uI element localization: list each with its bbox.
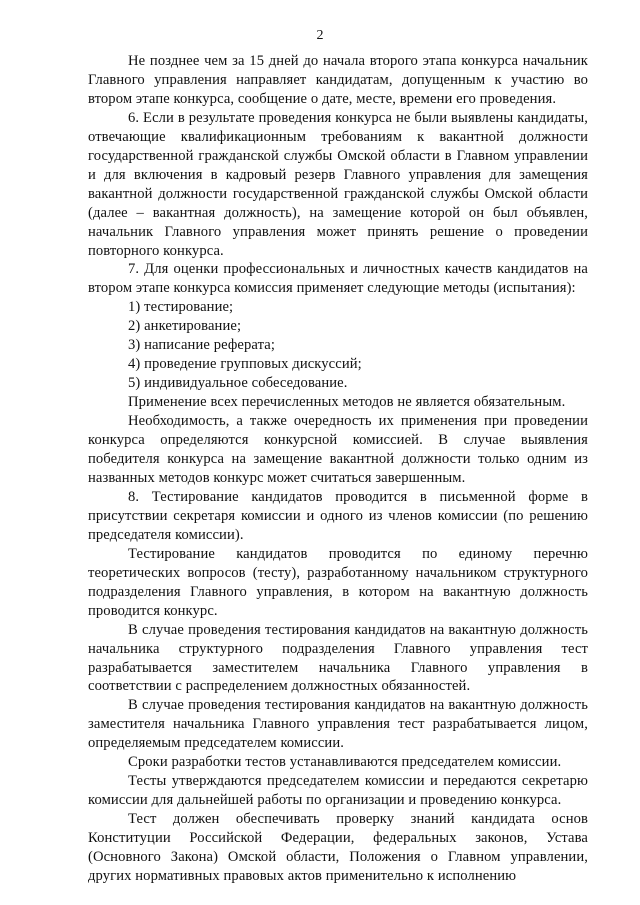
document-body bbox=[88, 52, 588, 886]
list-item: 5) индивидуальное собеседование. bbox=[128, 375, 348, 392]
list-item: 4) проведение групповых дискуссий; bbox=[128, 356, 362, 373]
paragraph: Тесты утверждаются председателем комиссии и передаются секретарю комиссии для дальнейшей работы по организации и проведению конкурса. bbox=[88, 773, 588, 809]
paragraph: Сроки разработки тестов устанавливаются председателем комиссии. bbox=[128, 754, 562, 771]
paragraph: Применение всех перечисленных методов не является обязательным. bbox=[128, 394, 566, 411]
page-number: 2 bbox=[316, 28, 324, 43]
list-item: 1) тестирование; bbox=[128, 299, 234, 316]
paragraph: 8. Тестирование кандидатов проводится в письменной форме в присутствии секретаря комиссии и одного из членов комиссии (по решению председателя комиссии). bbox=[88, 488, 588, 543]
paragraph: Тестирование кандидатов проводится по единому перечню теоретических вопросов (тесту), разработанному начальником структурного подразделения Главного управления, в котором на вакантную должность проводится конкурс. bbox=[88, 545, 588, 619]
paragraph: 6. Если в результате проведения конкурса не были выявлены кандидаты, отвечающие квалификационным требованиям к вакантной должности государственной гражданской службы Омской области в Главном управлении и для включения в кадровый резерв Главного управления для замещения вакантной должности государственной гражданской службы Омской области (далее – вакантная должность), на замещение которой он был объявлен, начальник Главного управления может принять решение о проведении повторного конкурса. bbox=[88, 109, 588, 259]
paragraph: 7. Для оценки профессиональных и личностных качеств кандидатов на втором этапе конкурса комиссия применяет следующие методы (испытания): bbox=[88, 261, 588, 297]
paragraph: Тест должен обеспечивать проверку знаний кандидата основ Конституции Российской Федерации, федеральных законов, Устава (Основного Закона) Омской области, Положения о Главном управлении, других нормативных правовых актов применительно к исполнению bbox=[88, 811, 588, 884]
list-item: 3) написание реферата; bbox=[128, 337, 275, 354]
paragraph: В случае проведения тестирования кандидатов на вакантную должность начальника структурного подразделения Главного управления тест разрабатывается заместителем начальника Главного управления в соответствии с распределением должностных обязанностей. bbox=[88, 621, 588, 695]
paragraph: В случае проведения тестирования кандидатов на вакантную должность заместителя начальника Главного управления тест разрабатывается лицом, определяемым председателем комиссии. bbox=[88, 697, 588, 752]
paragraph: Не позднее чем за 15 дней до начала второго этапа конкурса начальник Главного управления направляет кандидатам, допущенным к участию во втором этапе конкурса, сообщение о дате, месте, времени его проведения. bbox=[88, 53, 588, 107]
paragraph: Необходимость, а также очередность их применения при проведении конкурса определяются конкурсной комиссией. В случае выявления победителя конкурса на замещение вакантной должности только одним из названных методов конкурс может считаться завершенным. bbox=[88, 413, 588, 486]
list-item: 2) анкетирование; bbox=[128, 318, 242, 335]
